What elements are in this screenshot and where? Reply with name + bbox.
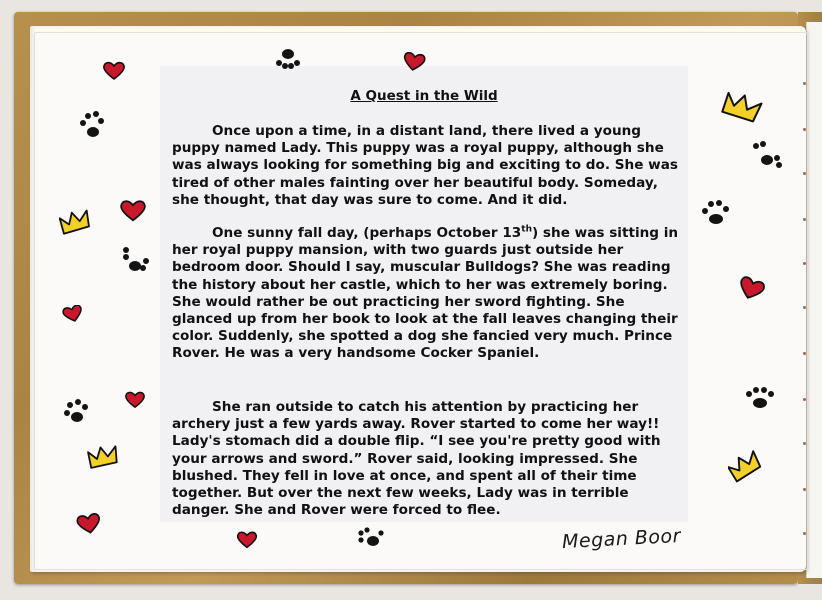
- story-text: ) she was sitting in her royal puppy mansion, with two guards just outside her bedroom door. Should I say, muscular Bulldogs? She was reading the history about her castle, which to her was extremely boring. She would rather be out practicing her sword fighting. She glanced up from her book to look at the fall leaves changing their color. Suddenly, she spotted a dog she fancied very much. Prince Rover. He was a very handsome Cocker Spaniel.: [172, 225, 679, 362]
- paw-print-icon: [120, 246, 150, 276]
- paw-print-icon: [357, 527, 385, 549]
- crown-icon: [721, 91, 763, 127]
- binding-stitch: [803, 532, 806, 535]
- facing-page-edge: [806, 22, 822, 578]
- heart-icon: [402, 52, 426, 72]
- heart-icon: [102, 61, 126, 81]
- binding-stitch: [803, 488, 806, 491]
- story-paragraph: Once upon a time, in a distant land, there lived a young puppy named Lady. This puppy was a royal puppy, although she was always looking for something big and exciting to do. She was tired of other males fainting over her beautiful body. Someday, she thought, that day was sure to come. And it did.: [172, 123, 678, 208]
- crown-icon: [59, 209, 93, 237]
- binding-stitch: [803, 398, 806, 401]
- paw-print-icon: [744, 386, 776, 412]
- paw-print-icon: [62, 398, 90, 426]
- heart-icon: [236, 530, 258, 550]
- binding-stitch: [803, 262, 806, 265]
- story-paragraph: [172, 225, 682, 363]
- binding-stitch: [803, 442, 806, 445]
- heart-icon: [76, 513, 102, 535]
- binding-stitch: [803, 172, 806, 175]
- crown-icon: [86, 444, 122, 472]
- crown-icon: [728, 450, 764, 484]
- heart-icon: [737, 276, 765, 302]
- binding-stitch: [803, 352, 806, 355]
- paw-print-icon: [79, 110, 107, 140]
- superscript: th: [521, 224, 532, 235]
- heart-icon: [119, 199, 147, 223]
- paw-print-icon: [750, 140, 784, 170]
- binding-stitch: [803, 306, 806, 309]
- author-signature: Megan Boor: [561, 524, 682, 554]
- paw-print-icon: [700, 198, 732, 228]
- binding-stitch: [803, 218, 806, 221]
- story-text: One sunny fall day, (perhaps October 13: [212, 225, 522, 241]
- paw-print-icon: [274, 48, 302, 72]
- heart-icon: [124, 391, 146, 409]
- heart-icon: [62, 305, 84, 323]
- story-text-panel: [160, 66, 688, 522]
- story-title: A Quest in the Wild: [350, 88, 498, 104]
- story-paragraph: She ran outside to catch his attention by practicing her archery just a few yards away. Rover started to come her way!! Lady's stomach did a double flip. “I see you're pretty good with your arrows and sword.” Rover said, looking impressed. She blushed. They fell in love at once, and spent all of their time together. But over the next few weeks, Lady was in terrible danger. She and Rover were forced to flee.: [172, 399, 661, 519]
- binding-stitch: [803, 82, 806, 85]
- binding-stitch: [803, 128, 806, 131]
